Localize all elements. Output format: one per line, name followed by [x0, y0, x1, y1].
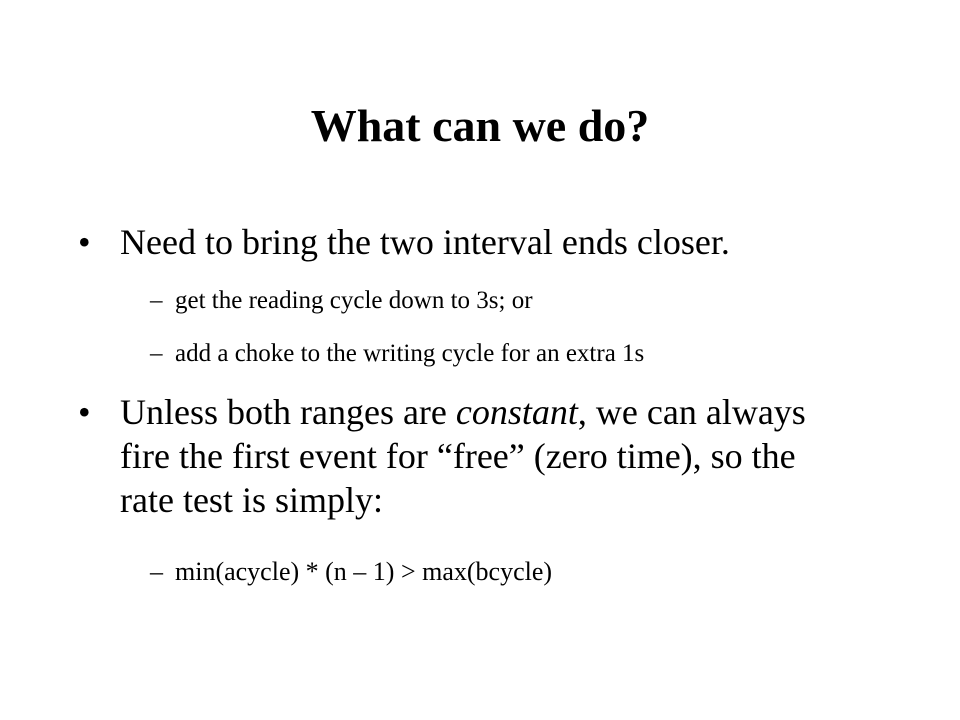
sub-bullet-text: get the reading cycle down to 3s; or	[175, 287, 533, 314]
bullet-text	[120, 390, 858, 522]
bullet-marker: •	[78, 392, 91, 432]
slide-title: What can we do?	[310, 100, 650, 151]
bullet-marker: •	[78, 222, 91, 262]
bullet-text-lead: Unless both ranges are	[120, 392, 456, 432]
bullet-text-rest: , we can always fire the first event for “free” (zero time), so the rate test is simply:	[120, 392, 806, 520]
bullet-text: Need to bring the two interval ends closer.	[120, 222, 730, 262]
formula-text: min(acycle) * (n – 1) > max(bcycle)	[175, 557, 553, 586]
sub-bullet-item-1	[150, 285, 870, 317]
sub-bullet-item-3	[150, 556, 870, 588]
emphasized-word: constant	[455, 392, 578, 432]
sub-bullet-item-2	[150, 338, 870, 370]
bullet-item-1	[78, 220, 858, 264]
sub-bullet-marker: –	[150, 557, 163, 586]
bullet-item-2	[78, 390, 858, 522]
sub-bullet-text: add a choke to the writing cycle for an extra 1s	[175, 340, 645, 367]
sub-bullet-marker: –	[150, 287, 163, 314]
sub-bullet-marker: –	[150, 340, 163, 367]
